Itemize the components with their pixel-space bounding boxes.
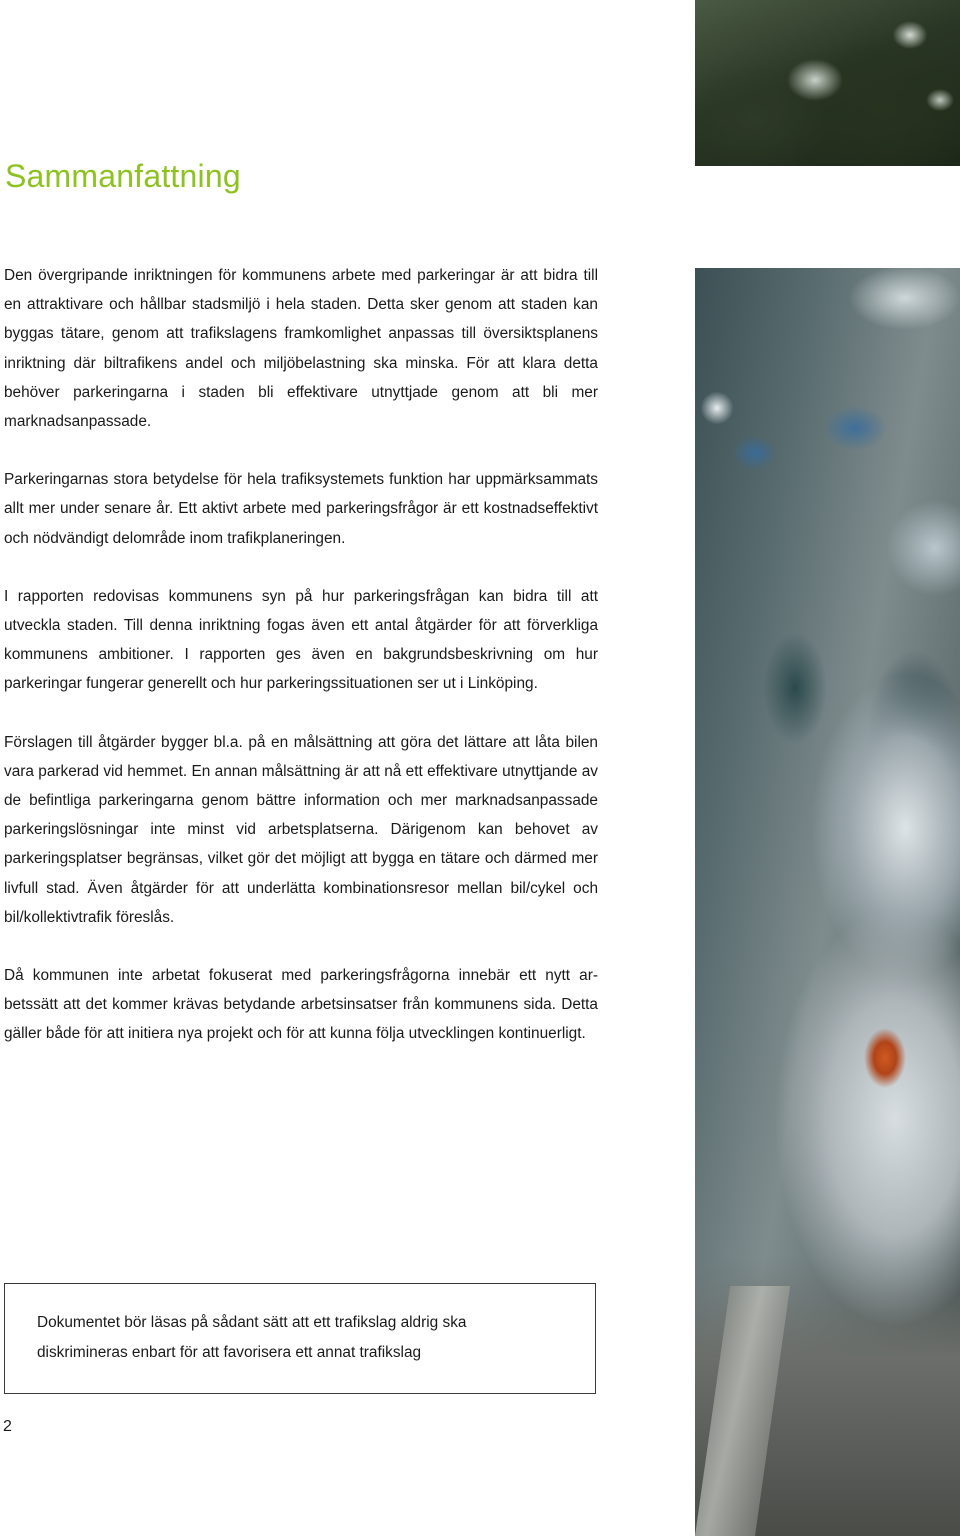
paragraph-2: Parkeringarnas stora betydelse för hela trafiksystemets funktion har uppmärksammats allt mer under senare år. Ett aktivt arbete med parkeringsfrågor är ett kostnadseffektivt och nödvändigt delområde inom trafikplaneringen.: [4, 471, 598, 547]
foliage-photo: [695, 0, 960, 166]
paragraph-4: Förslagen till åtgärder bygger bl.a. på en målsättning att göra det lättare att låta bilen vara parkerad vid hemmet. En annan målsättning är att nå ett effektivare utnyttjande av de befintliga parkeringarna genom bättre information och mer marknadsanpassade parkeringslösningar inte minst vid arbetsplatserna. Därigenom kan behovet av parkeringsplatser begränsas, vilket gör det möjligt att bygga en tätare och därmed mer livfull stad. Även åtgärder för att underlätta kombinationsresor mellan bil/cykel och bil/kollektivtrafik föreslås.: [4, 733, 598, 926]
notice-line-2: diskrimineras enbart för att favorisera ett annat trafikslag: [37, 1343, 422, 1361]
paragraph-5: Då kommunen inte arbetat fokuserat med parkeringsfrågorna innebär ett nytt arbetssätt att det kommer krävas betydande arbetsinsatser från kommunens sida. Detta gäller både för att initiera nya projekt och för att kunna följa utvecklingen kontinuerligt.: [4, 967, 598, 1043]
summary-body: [4, 261, 598, 1078]
paragraph-3: I rapporten redovisas kommunens syn på hur parkeringsfrågan kan bidra till att utveckla staden. Till denna inriktning fogas även ett antal åtgärder för att förverkliga kommunens ambitioner. I rapporten ges även en bakgrundsbeskrivning om hur parkeringar fungerar generellt och hur parkeringssituationen ser ut i Linköping.: [4, 587, 598, 693]
page-number: 2: [3, 1418, 12, 1435]
page-title: Sammanfattning: [5, 158, 241, 194]
paragraph-1: Den övergripande inriktningen för kommunens arbete med parkeringar är att bidra till en attraktivare och hållbar stadsmiljö i hela staden. Detta sker genom att staden kan byggas tätare, genom att trafikslagens framkomlighet anpassas till översiktsplanens inriktning där biltrafikens andel och miljöbelastning ska minska. För att klara detta behöver parkeringarna i staden bli effektivare utnyttjade genom att bli mer marknadsanpassade.: [4, 267, 598, 431]
notice-box: [4, 1283, 596, 1394]
curb-shape: [695, 1286, 790, 1536]
parked-cars-photo: [695, 268, 960, 1536]
notice-line-1: Dokumentet bör läsas på sådant sätt att ett trafikslag aldrig ska: [37, 1314, 467, 1331]
